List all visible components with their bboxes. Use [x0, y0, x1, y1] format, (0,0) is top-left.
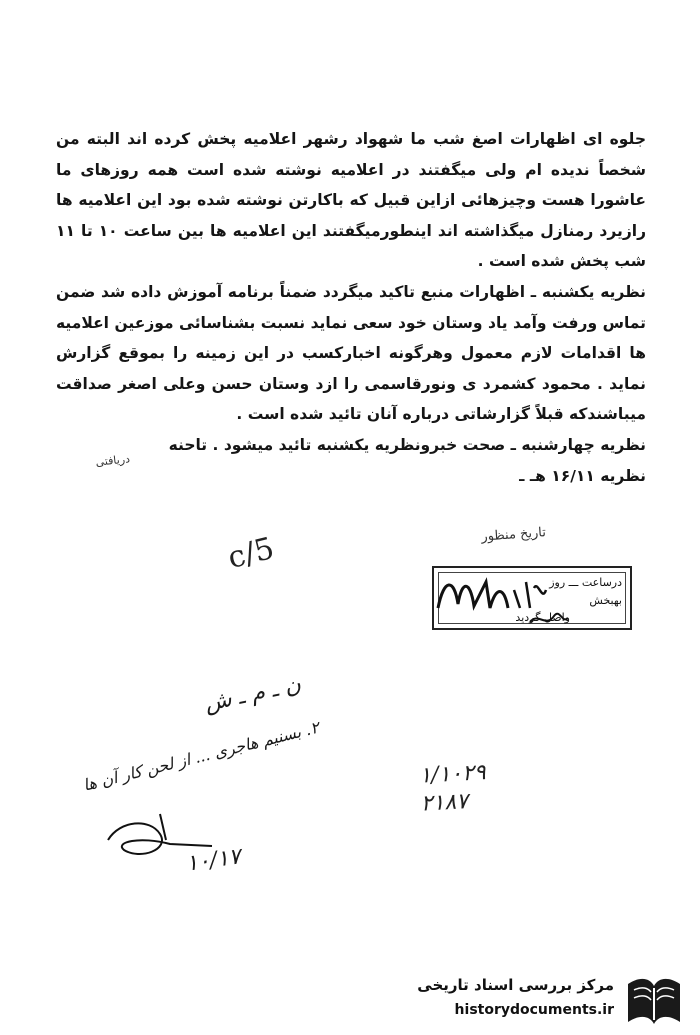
- handwritten-line-instruction: ۲. بسنیم هاجری ... از لحن کار آن ها: [81, 717, 322, 795]
- received-stamp: [432, 566, 632, 630]
- paragraph-report: جلوه ای اظهارات اصغ شب ما شهواد رشهر اعلامیه پخش کرده اند البته من شخصاً ندیده ام ولی میگفتند در اعلامیه نوشته شده است همه روزهای ما عاشورا هست وچیزهائی ازاین قبیل که باکارتن نوشته شده بود این اعلامیه ها رازیرد رمنازل میگذاشته اند اینطورمیگفتند این اعلامیه ها بین ساعت ۱۰ تا ۱۱ شب پخش شده است .: [56, 130, 646, 271]
- handwritten-notes: [81, 660, 330, 900]
- handwritten-date: ۱۰/۱۷: [184, 844, 243, 877]
- stamp-line-section: بهبخش: [589, 594, 622, 607]
- stamp-signature-scribble: [434, 568, 634, 632]
- reference-numbers: [419, 757, 522, 818]
- archive-title: مرکز بررسی اسناد تاریخی: [417, 976, 614, 994]
- reference-number-2: ۲۱۸۷: [420, 789, 469, 817]
- signature-line: تاریخ منظور: [480, 525, 547, 545]
- stamp-line-received: واصل گردید: [515, 611, 570, 624]
- handwritten-code: c/5: [224, 530, 278, 577]
- paragraph-sunday-opinion: نظریه یکشنبه ـ اظهارات منبع تاکید میگردد ضمناً برنامه آموزش داده شد ضمن تماس ورفت وآمد یاد وستان خود سعی نماید نسبت بشناسائی موزعین اعلامیه ها اقدامات لازم معمول وهرگونه اخبارکسب در این زمینه را بموقع گزارش نماید . محمود کشمرد ی ونورقاسمی را ازد وستان حسن وعلی اصغر صداقت میباشندکه قبلاً گزارشاتی درباره آنان تائید شده است .: [56, 282, 646, 424]
- archive-footer: [410, 972, 690, 1032]
- typed-body: [56, 124, 646, 491]
- paragraph-wednesday-opinion: نظریه چهارشنبه ـ صحت خبرونظریه یکشنبه تائید میشود . تاحنه: [168, 435, 646, 454]
- handwritten-line-initials: ن ـ م ـ ش: [202, 672, 304, 717]
- margin-note: دریافتی: [94, 452, 131, 469]
- stamp-line-time: درساعت ـــ روز: [549, 576, 622, 589]
- reference-number-1: ۱/۱۰۲۹: [418, 760, 487, 789]
- archive-url[interactable]: historydocuments.ir: [454, 1002, 614, 1018]
- paragraph-date-opinion: نظریه ۱۶/۱۱ هـ ـ: [519, 466, 646, 485]
- open-book-icon: [622, 974, 686, 1030]
